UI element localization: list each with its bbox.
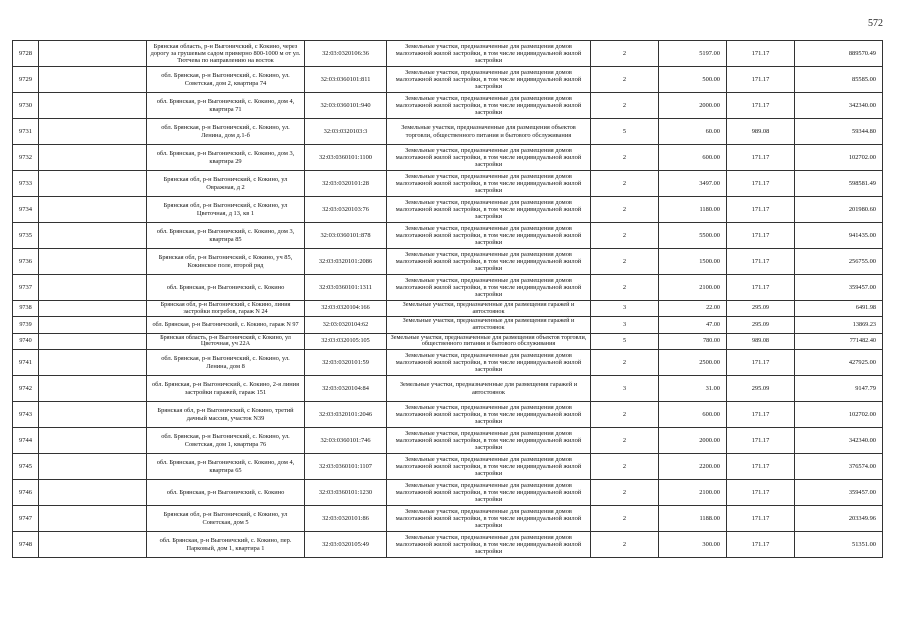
cell-cadastral-value: 13869.23 [795,317,883,333]
cadastral-value-table [12,40,883,558]
table-row [13,402,883,428]
cell-specific-value: 295.09 [727,301,795,317]
table-row [13,301,883,317]
cell-address: обл. Брянская, р-н Выгоничский, с. Кокино, ул. Ленина, дом 8 [147,350,305,376]
cell-specific-value: 171.17 [727,402,795,428]
cell-area: 2000.00 [659,428,727,454]
cell-specific-value: 171.17 [727,171,795,197]
cell-specific-value: 295.09 [727,376,795,402]
cell-area: 31.00 [659,376,727,402]
cell-address: обл. Брянская, р-н Выгоничский, с. Кокино, ул. Советская, дом 2, квартира 74 [147,67,305,93]
table-row [13,223,883,249]
cell-land-use: Земельные участки, предназначенные для размещения домов малоэтажной жилой застройки, в том числе индивидуальной жилой застройки [387,41,591,67]
cell-area: 47.00 [659,317,727,333]
cell-address: обл. Брянская, р-н Выгоничский, с. Кокино, дом 3, квартира 29 [147,145,305,171]
cell-cadastral-value: 102702.00 [795,145,883,171]
cell-number: 9732 [13,145,39,171]
cell-group: 2 [591,275,659,301]
cell-address: обл. Брянская, р-н Выгоничский, с. Кокино, ул. Ленина, дом д.1-б [147,119,305,145]
cell-cadastral-value: 59344.80 [795,119,883,145]
cell-cadastral-number: 32:03:0360101:1311 [305,275,387,301]
cell-address: Брянская область, р-н Выгоничский, с Кокино, через дорогу за грушевым садом примерно 800-1000 м от ул. Тютчева по направлению на восток [147,41,305,67]
cell-area: 300.00 [659,532,727,558]
cell-area: 2100.00 [659,275,727,301]
cell-number: 9728 [13,41,39,67]
cell-cadastral-number: 32:03:0360101:1230 [305,480,387,506]
cell-area: 22.00 [659,301,727,317]
cell-number: 9729 [13,67,39,93]
cell-address: обл. Брянская, р-н Выгоничский, с. Кокино, 2-я линия застройки гаражей, гараж 151 [147,376,305,402]
cell-blank [39,41,147,67]
cell-address: обл. Брянская, р-н Выгоничский, с. Кокино, дом 4, квартира 71 [147,93,305,119]
cell-group: 2 [591,41,659,67]
cell-address: Брянская обл, р-н Выгоничский, с Кокино, третий дачный массив, участок N39 [147,402,305,428]
cell-group: 2 [591,532,659,558]
cell-area: 1180.00 [659,197,727,223]
cell-area: 2500.00 [659,350,727,376]
cell-cadastral-number: 32:03:0320105:105 [305,333,387,349]
cell-cadastral-value: 427925.00 [795,350,883,376]
cell-cadastral-value: 102702.00 [795,402,883,428]
cell-area: 1500.00 [659,249,727,275]
cell-area: 600.00 [659,402,727,428]
cell-area: 5500.00 [659,223,727,249]
cell-cadastral-number: 32:03:0320101:59 [305,350,387,376]
cell-address: Брянская область, р-н Выгоничский, с Кокино, ул Цветочная, уч 22А [147,333,305,349]
table-row [13,145,883,171]
cell-blank [39,171,147,197]
cell-specific-value: 171.17 [727,197,795,223]
cell-specific-value: 295.09 [727,317,795,333]
cell-specific-value: 171.17 [727,93,795,119]
cell-number: 9747 [13,506,39,532]
cell-number: 9744 [13,428,39,454]
cell-specific-value: 171.17 [727,145,795,171]
page-number: 572 [868,18,883,29]
cell-blank [39,532,147,558]
cell-cadastral-value: 51351.00 [795,532,883,558]
cell-land-use: Земельные участки, предназначенные для размещения домов малоэтажной жилой застройки, в том числе индивидуальной жилой застройки [387,197,591,223]
cell-land-use: Земельные участки, предназначенные для размещения домов малоэтажной жилой застройки, в том числе индивидуальной жилой застройки [387,532,591,558]
cell-group: 2 [591,454,659,480]
cell-cadastral-value: 598581.49 [795,171,883,197]
cell-cadastral-value: 359457.00 [795,275,883,301]
table-row [13,249,883,275]
table-body [13,41,883,558]
table-row [13,93,883,119]
cell-specific-value: 171.17 [727,275,795,301]
cell-cadastral-value: 201980.60 [795,197,883,223]
cell-cadastral-number: 32:03:0360101:811 [305,67,387,93]
cell-blank [39,454,147,480]
cell-number: 9734 [13,197,39,223]
cell-cadastral-number: 32:03:0320103:3 [305,119,387,145]
cell-area: 1188.00 [659,506,727,532]
cell-group: 2 [591,223,659,249]
cell-address: обл. Брянская, р-н Выгоничский, с. Кокино [147,275,305,301]
cell-land-use: Земельные участки, предназначенные для размещения домов малоэтажной жилой застройки, в том числе индивидуальной жилой застройки [387,171,591,197]
cell-land-use: Земельные участки, предназначенные для размещения домов малоэтажной жилой застройки, в том числе индивидуальной жилой застройки [387,454,591,480]
table-row [13,350,883,376]
cell-land-use: Земельные участки, предназначенные для размещения гаражей и автостоянок [387,301,591,317]
cell-land-use: Земельные участки, предназначенные для размещения домов малоэтажной жилой застройки, в том числе индивидуальной жилой застройки [387,223,591,249]
table-row [13,67,883,93]
cell-cadastral-value: 85585.00 [795,67,883,93]
cell-blank [39,376,147,402]
cell-group: 2 [591,350,659,376]
table-row [13,454,883,480]
table-row [13,376,883,402]
cell-cadastral-value: 771482.40 [795,333,883,349]
cell-number: 9748 [13,532,39,558]
cell-land-use: Земельные участки, предназначенные для размещения объектов торговли, общественного питания и бытового обслуживания [387,119,591,145]
cell-address: обл. Брянская, р-н Выгоничский, с. Кокино, гараж N 97 [147,317,305,333]
cell-land-use: Земельные участки, предназначенные для размещения домов малоэтажной жилой застройки, в том числе индивидуальной жилой застройки [387,350,591,376]
cell-blank [39,249,147,275]
cell-land-use: Земельные участки, предназначенные для размещения домов малоэтажной жилой застройки, в том числе индивидуальной жилой застройки [387,402,591,428]
cell-group: 2 [591,197,659,223]
cell-land-use: Земельные участки, предназначенные для размещения домов малоэтажной жилой застройки, в том числе индивидуальной жилой застройки [387,249,591,275]
cell-group: 3 [591,376,659,402]
cell-area: 2000.00 [659,93,727,119]
cell-number: 9743 [13,402,39,428]
table-row [13,428,883,454]
cell-land-use: Земельные участки, предназначенные для размещения домов малоэтажной жилой застройки, в том числе индивидуальной жилой застройки [387,275,591,301]
cell-blank [39,93,147,119]
cell-specific-value: 171.17 [727,223,795,249]
cell-specific-value: 989.08 [727,333,795,349]
cell-blank [39,275,147,301]
cell-cadastral-number: 32:03:0320101:28 [305,171,387,197]
cell-land-use: Земельные участки, предназначенные для размещения домов малоэтажной жилой застройки, в том числе индивидуальной жилой застройки [387,428,591,454]
cell-group: 2 [591,171,659,197]
cell-number: 9733 [13,171,39,197]
table-row [13,532,883,558]
cell-group: 2 [591,145,659,171]
cell-cadastral-value: 376574.00 [795,454,883,480]
cell-address: Брянская обл, р-н Выгоничский, с Кокино, уч 85, Кокинское поле, второй ряд [147,249,305,275]
cell-cadastral-number: 32:03:0320105:49 [305,532,387,558]
cell-blank [39,333,147,349]
cell-blank [39,350,147,376]
cell-specific-value: 171.17 [727,350,795,376]
cell-land-use: Земельные участки, предназначенные для размещения домов малоэтажной жилой застройки, в том числе индивидуальной жилой застройки [387,67,591,93]
table-row [13,197,883,223]
cell-area: 500.00 [659,67,727,93]
cell-address: обл. Брянская, р-н Выгоничский, с. Кокино, дом 3, квартира 85 [147,223,305,249]
cell-blank [39,119,147,145]
cell-specific-value: 171.17 [727,41,795,67]
cell-blank [39,67,147,93]
cell-specific-value: 989.08 [727,119,795,145]
cell-land-use: Земельные участки, предназначенные для размещения домов малоэтажной жилой застройки, в том числе индивидуальной жилой застройки [387,480,591,506]
cell-number: 9735 [13,223,39,249]
cell-blank [39,301,147,317]
cell-land-use: Земельные участки, предназначенные для размещения домов малоэтажной жилой застройки, в том числе индивидуальной жилой застройки [387,145,591,171]
cell-specific-value: 171.17 [727,249,795,275]
cell-number: 9739 [13,317,39,333]
cell-cadastral-value: 342340.00 [795,428,883,454]
cell-specific-value: 171.17 [727,67,795,93]
cell-land-use: Земельные участки, предназначенные для размещения объектов торговли, общественного питания и бытового обслуживания [387,333,591,349]
cell-address: Брянская обл, р-н Выгоничский, с Кокино, ул Цветочная, д 13, кв 1 [147,197,305,223]
cell-address: обл. Брянская, р-н Выгоничский, с. Кокино, пер. Парковый, дом 1, квартира 1 [147,532,305,558]
table-row [13,317,883,333]
cell-address: обл. Брянская, р-н Выгоничский, с. Кокино, дом 4, квартира 65 [147,454,305,480]
cell-blank [39,317,147,333]
cell-group: 2 [591,93,659,119]
cell-cadastral-value: 203349.96 [795,506,883,532]
table-row [13,171,883,197]
cell-cadastral-number: 32:03:0320101:2046 [305,402,387,428]
table-row [13,41,883,67]
cell-cadastral-value: 6491.98 [795,301,883,317]
cell-group: 2 [591,480,659,506]
cell-land-use: Земельные участки, предназначенные для размещения домов малоэтажной жилой застройки, в том числе индивидуальной жилой застройки [387,506,591,532]
cell-number: 9738 [13,301,39,317]
cell-cadastral-number: 32:03:0320101:86 [305,506,387,532]
cell-land-use: Земельные участки, предназначенные для размещения гаражей и автостоянок [387,376,591,402]
cell-address: Брянская обл, р-н Выгоничский, с Кокино, ул Овражная, д 2 [147,171,305,197]
cell-cadastral-number: 32:03:0320103:76 [305,197,387,223]
cell-cadastral-number: 32:03:0320104:62 [305,317,387,333]
cell-specific-value: 171.17 [727,480,795,506]
cell-number: 9740 [13,333,39,349]
cell-land-use: Земельные участки, предназначенные для размещения домов малоэтажной жилой застройки, в том числе индивидуальной жилой застройки [387,93,591,119]
cell-blank [39,402,147,428]
cell-blank [39,506,147,532]
cell-address: Брянская обл, р-н Выгоничский, с Кокино, линия застройки погребов, гараж N 24 [147,301,305,317]
cell-number: 9731 [13,119,39,145]
cell-cadastral-number: 32:03:0360101:1100 [305,145,387,171]
table-row [13,333,883,349]
cell-cadastral-value: 256755.00 [795,249,883,275]
cell-number: 9730 [13,93,39,119]
cell-group: 2 [591,506,659,532]
cell-specific-value: 171.17 [727,506,795,532]
table-row [13,506,883,532]
cell-blank [39,428,147,454]
table-row [13,275,883,301]
cell-cadastral-number: 32:03:0360101:1107 [305,454,387,480]
cell-blank [39,145,147,171]
cell-address: обл. Брянская, р-н Выгоничский, с. Кокино, ул. Советская, дом 1, квартира 76 [147,428,305,454]
cell-blank [39,223,147,249]
cell-group: 5 [591,333,659,349]
cell-cadastral-number: 32:03:0320104:166 [305,301,387,317]
cell-group: 2 [591,428,659,454]
cell-number: 9736 [13,249,39,275]
cell-cadastral-value: 941435.00 [795,223,883,249]
cell-area: 60.00 [659,119,727,145]
cell-cadastral-value: 359457.00 [795,480,883,506]
cell-specific-value: 171.17 [727,454,795,480]
cell-cadastral-number: 32:03:0360101:940 [305,93,387,119]
cell-group: 2 [591,67,659,93]
cell-group: 2 [591,249,659,275]
cell-address: обл. Брянская, р-н Выгоничский, с. Кокино [147,480,305,506]
cell-number: 9742 [13,376,39,402]
cell-area: 2100.00 [659,480,727,506]
cell-area: 2200.00 [659,454,727,480]
cell-number: 9741 [13,350,39,376]
cell-cadastral-number: 32:03:0320104:84 [305,376,387,402]
cell-cadastral-number: 32:03:0320106:36 [305,41,387,67]
cell-group: 2 [591,402,659,428]
cell-address: Брянская обл, р-н Выгоничский, с Кокино, ул Советская, дом 5 [147,506,305,532]
cell-area: 5197.00 [659,41,727,67]
cell-number: 9745 [13,454,39,480]
cell-group: 3 [591,317,659,333]
cell-cadastral-number: 32:03:0320101:2086 [305,249,387,275]
table-row [13,119,883,145]
cell-number: 9746 [13,480,39,506]
cell-area: 600.00 [659,145,727,171]
cell-land-use: Земельные участки, предназначенные для размещения гаражей и автостоянок [387,317,591,333]
cell-cadastral-value: 889570.49 [795,41,883,67]
cell-cadastral-number: 32:03:0360101:878 [305,223,387,249]
cell-blank [39,480,147,506]
cell-group: 3 [591,301,659,317]
cell-area: 3497.00 [659,171,727,197]
cell-cadastral-value: 9147.79 [795,376,883,402]
cell-cadastral-value: 342340.00 [795,93,883,119]
cell-specific-value: 171.17 [727,428,795,454]
cell-cadastral-number: 32:03:0360101:746 [305,428,387,454]
cell-blank [39,197,147,223]
cell-number: 9737 [13,275,39,301]
table-row [13,480,883,506]
cell-specific-value: 171.17 [727,532,795,558]
cell-group: 5 [591,119,659,145]
cell-area: 780.00 [659,333,727,349]
